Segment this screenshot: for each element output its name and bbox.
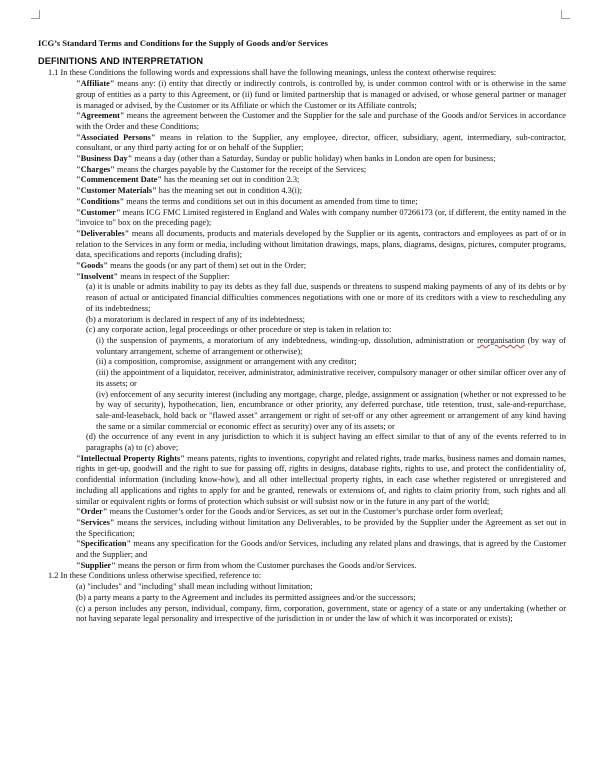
def-term: "Order" xyxy=(76,507,108,517)
def-term: "Deliverables" xyxy=(76,228,130,238)
def-associated-persons xyxy=(38,133,566,154)
def-term: "Charges" xyxy=(76,164,115,174)
def-supplier xyxy=(38,561,566,572)
def-term: "Customer" xyxy=(76,207,121,217)
document-title: ICG’s Standard Terms and Conditions for the Supply of Goods and/or Services xyxy=(38,38,328,48)
clause-1-2: 1.2 In these Conditions unless otherwise specified, reference to: xyxy=(48,571,262,581)
item-text: (by way of voluntary arrangement, scheme of arrangement or otherwise); xyxy=(96,335,567,356)
clause-1-2-item-b: (b) a party means a party to the Agreement and includes its permitted assignees and/or the successors; xyxy=(76,592,416,602)
def-term: "Conditions" xyxy=(76,196,125,206)
def-term: "Intellectual Property Rights" xyxy=(76,453,185,463)
document-body[interactable] xyxy=(38,38,566,625)
def-term: "Customer Materials" xyxy=(76,186,157,196)
insolvent-item-b: (b) a moratorium is declared in respect of any of its indebtedness; xyxy=(86,314,305,324)
def-text: means the terms and conditions set out in this document as amended from time to time; xyxy=(124,196,418,206)
def-term: "Insolvent" xyxy=(76,271,119,281)
def-customer-materials xyxy=(38,186,566,197)
def-text: has the meaning set out in condition 2.3; xyxy=(161,175,300,185)
def-text: means in relation to the Supplier, any employee, director, officer, subsidiary, agent, intermediary, sub-contractor, consultant, or any third party acting for or on behalf of the Supplier; xyxy=(76,132,566,153)
def-text: means the charges payable by the Customer for the receipt of the Services; xyxy=(114,164,367,174)
insolvent-item-c-iv: (iv) enforcement of any security interest (including any mortgage, charge, pledge, assignment or assignation (whether or not expressed to be by way of security), hypothecation, lien, encumbrance or other priority, any deferred purchase, title retention, trust, sale-and-repurchase, sale-and-leaseback, hold back or "flawed asset" arrangement or right of set-off or any other agreement or arrangement of any kind having the same or a similar commercial or economic effect as security) over any of its assets; or xyxy=(96,389,566,431)
def-text: means patents, rights to inventions, copyright and related rights, trade marks, business names and domain names, rights in get-up, goodwill and the right to sue for passing off, rights in designs, database rights, rights to use, and protect the confidentiality of, confidential information (including know-how), and all other intellectual property rights, in each case whether registered or unregistered and including all applications and rights to apply for and be granted, renewals or extensions of, and rights to claim priority from, such rights and all similar or equivalent rights or forms of protection which subsist or will subsist now or in the future in any part of the world; xyxy=(76,453,566,506)
def-insolvent xyxy=(38,272,566,283)
insolvent-item-c-ii: (ii) a composition, compromise, assignment or arrangement with any creditor; xyxy=(96,357,357,367)
def-text: means ICG FMC Limited registered in England and Wales with company number 07266173 (or, if different, the entity named in the "invoice to" box on the preceding page); xyxy=(76,207,566,228)
def-services xyxy=(38,518,566,539)
def-conditions xyxy=(38,197,566,208)
def-goods xyxy=(38,261,566,272)
def-business-day xyxy=(38,154,566,165)
def-agreement xyxy=(38,111,566,132)
def-term: "Supplier" xyxy=(76,560,116,570)
clause-1-2-item-a: (a) "includes" and "including" shall mean including without limitation; xyxy=(76,582,313,592)
def-text: means any: (i) entity that directly or indirectly controls, is controlled by, is under common control with or is otherwise in the same group of entities as a party to this Agreement, or (ii) fund or limited partnership that is managed or advised, or whose general partner or manager is managed or advised, by the Customer or its Affiliate or which the Customer or its Affiliate controls; xyxy=(76,79,566,110)
clause-1-1: 1.1 In these Conditions the following words and expressions shall have the following meanings, unless the context otherwise requires: xyxy=(48,68,497,78)
def-text: means in respect of the Supplier: xyxy=(118,271,230,281)
def-text: means the person or firm from whom the Customer purchases the Goods and/or Services. xyxy=(115,560,417,570)
def-text: means the services, including without limitation any Deliverables, to be provided by the Supplier under the Agreement as set out in the Specification; xyxy=(76,517,566,538)
def-customer xyxy=(38,208,566,229)
def-commencement-date xyxy=(38,175,566,186)
def-term: "Commencement Date" xyxy=(76,175,162,185)
insolvent-item-c: (c) any corporate action, legal proceedings or other procedure or step is taken in relation to: xyxy=(86,325,392,335)
def-term: "Services" xyxy=(76,517,115,527)
clause-1-2-item-c: (c) a person includes any person, individual, company, firm, corporation, government, state or agency of a state or any undertaking (whether or not having separate legal personality and irrespective of the jurisdiction in or under the law of which it was incorporated or exists); xyxy=(76,603,566,624)
page-corner-mark-left xyxy=(31,10,40,19)
def-term: "Goods" xyxy=(76,261,108,271)
def-charges xyxy=(38,165,566,176)
def-term: "Affiliate" xyxy=(76,79,115,89)
def-intellectual-property-rights xyxy=(38,454,566,508)
def-term: "Specification" xyxy=(76,539,132,549)
def-text: has the meaning set out in condition 4.3(i); xyxy=(156,186,303,196)
def-term: "Associated Persons" xyxy=(76,132,156,142)
def-term: "Business Day" xyxy=(76,154,133,164)
def-term: "Agreement" xyxy=(76,111,125,121)
insolvent-item-a: (a) it is unable or admits inability to pay its debts as they fall due, suspends or threatens to suspend making payments of any of its debts or by reason of actual or anticipated financial difficulties commences negotiations with one or more of its creditors with a view to rescheduling any of its indebtedness; xyxy=(86,282,566,313)
spellcheck-flagged-word[interactable]: reorganisation xyxy=(477,335,525,345)
insolvent-item-c-i xyxy=(38,336,566,357)
def-affiliate xyxy=(38,79,566,111)
def-text: means the goods (or any part of them) set out in the Order; xyxy=(108,261,307,271)
insolvent-item-c-iii: (iii) the appointment of a liquidator, receiver, administrator, administrative receiver, compulsory manager or other similar officer over any of its assets; or xyxy=(96,368,566,388)
def-specification xyxy=(38,539,566,560)
def-deliverables xyxy=(38,229,566,261)
def-text: means a day (other than a Saturday, Sunday or public holiday) when banks in London are open for business; xyxy=(132,154,496,164)
def-text: means the agreement between the Customer and the Supplier for the sale and purchase of the Goods and/or Services in accordance with the Order and these Conditions; xyxy=(76,111,566,131)
section-heading: DEFINITIONS AND INTERPRETATION xyxy=(38,55,204,66)
def-order xyxy=(38,507,566,518)
item-text: (i) the suspension of payments, a moratorium of any indebtedness, winding-up, dissolution, administration or xyxy=(96,335,478,345)
def-text: means any specification for the Goods and/or Services, including any related plans and drawings, that is agreed by the Customer and the Supplier; and xyxy=(76,539,566,560)
def-text: means the Customer’s order for the Goods and/or Services, as set out in the Customer’s purchase order form overleaf; xyxy=(107,507,503,517)
insolvent-item-d: (d) the occurrence of any event in any jurisdiction to which it is subject having an effect similar to that of any of the events referred to in paragraphs (a) to (c) above; xyxy=(86,432,566,453)
def-text: means all documents, products and materials developed by the Supplier or its agents, contractors and employees as part of or in relation to the Services in any form or media, including without limitation drawings, maps, plans, diagrams, designs, pictures, computer programs, data, specifications and reports (including drafts); xyxy=(76,228,566,260)
page-corner-mark-right xyxy=(561,10,570,19)
